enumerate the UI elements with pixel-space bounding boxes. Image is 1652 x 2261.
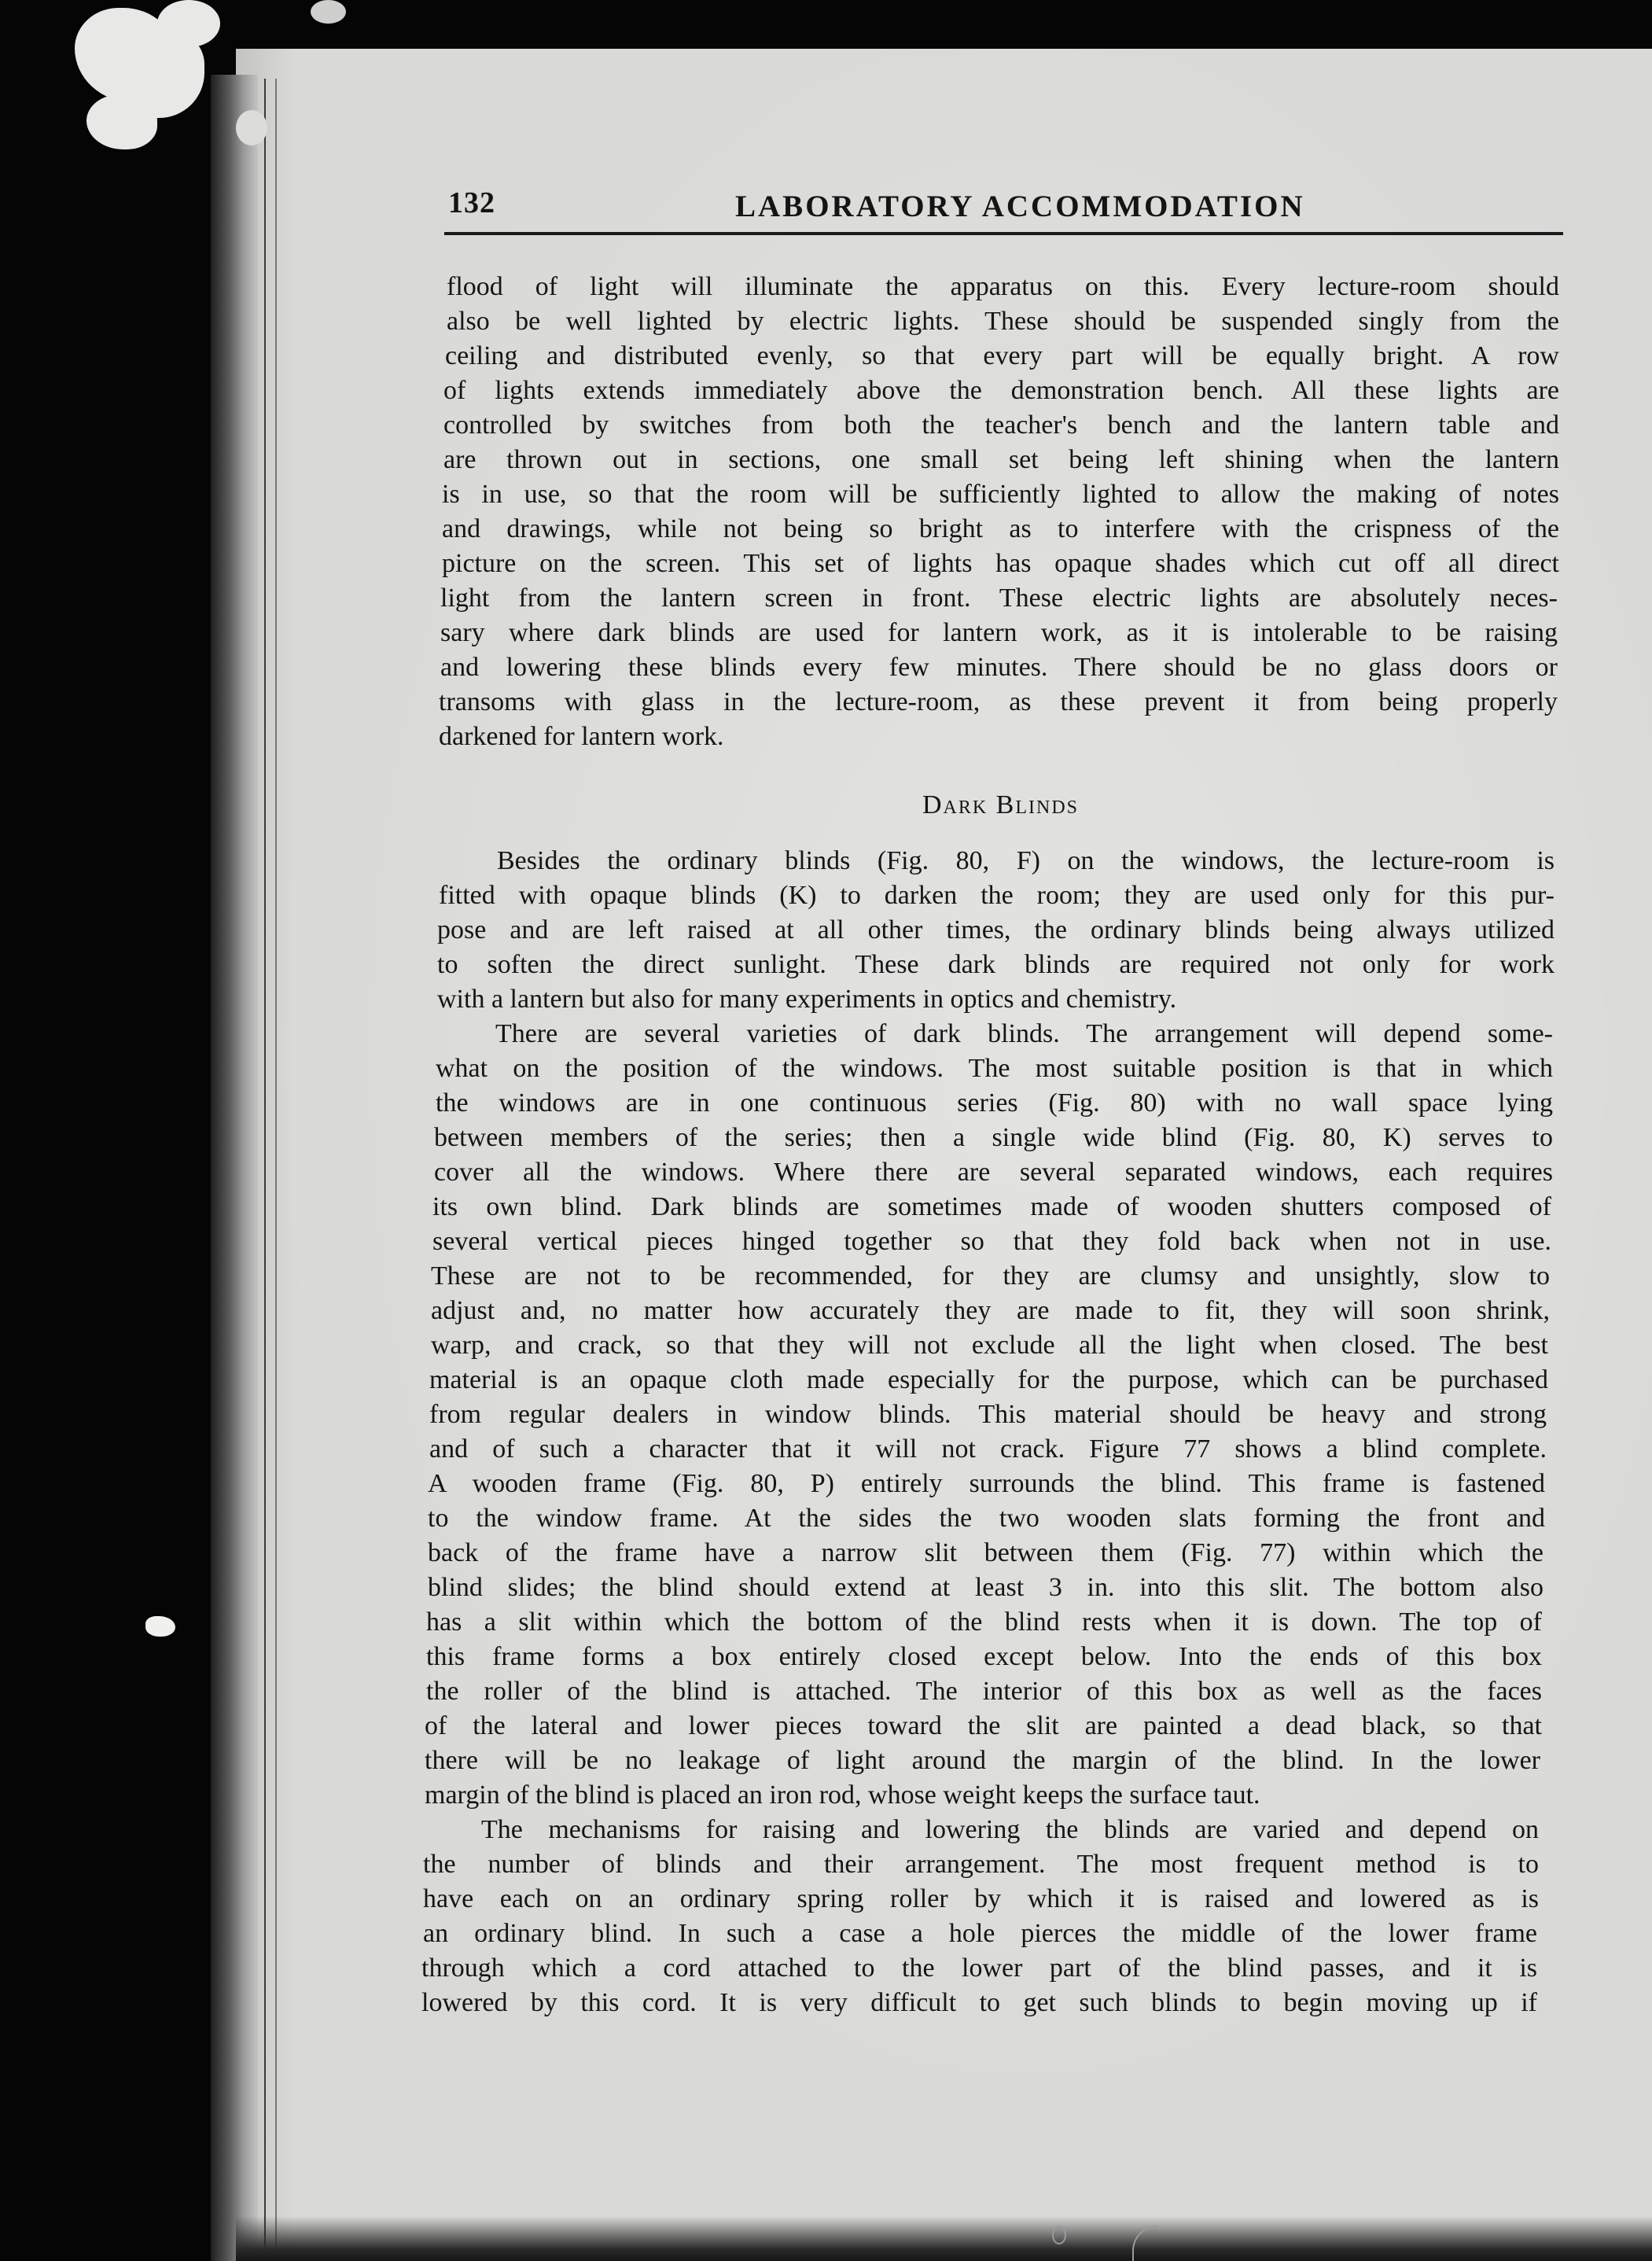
text-line: the roller of the blind is attached. The interior of this box as well as the faces (426, 1677, 1542, 1706)
text-line: These are not to be recommended, for they are clumsy and unsightly, slow to (431, 1261, 1550, 1291)
text-line: this frame forms a box entirely closed except below. Into the ends of this box (426, 1642, 1542, 1671)
text-line: with a lantern but also for many experiments in optics and chemistry. (437, 985, 1177, 1014)
text-line: through which a cord attached to the lower part of the blind passes, and it is (421, 1954, 1537, 1983)
text-line: and drawings, while not being so bright as to interfere with the crispness of the (442, 514, 1559, 543)
text-line: fitted with opaque blinds (K) to darken the room; they are used only for this pur- (439, 881, 1554, 910)
text-line: Besides the ordinary blinds (Fig. 80, F) on the windows, the lecture-room is (497, 846, 1554, 875)
text-line: back of the frame have a narrow slit between them (Fig. 77) within which the (428, 1538, 1543, 1567)
text-line: of lights extends immediately above the demonstration bench. All these lights are (443, 376, 1559, 405)
scan-debris (157, 0, 220, 47)
text-line: sary where dark blinds are used for lantern work, as it is intolerable to be raising (440, 618, 1558, 647)
text-line: There are several varieties of dark blinds. The arrangement will depend some- (495, 1019, 1553, 1048)
scan-debris (311, 0, 346, 24)
text-line: ceiling and distributed evenly, so that every part will be equally bright. A row (445, 341, 1559, 370)
text-line: there will be no leakage of light around the margin of the blind. In the lower (425, 1746, 1540, 1775)
page-spine-shadow (211, 75, 258, 2261)
text-line: margin of the blind is placed an iron rod, whose weight keeps the surface taut. (425, 1780, 1260, 1810)
page-number: 132 (448, 186, 495, 219)
text-line: between members of the series; then a single wide blind (Fig. 80, K) serves to (434, 1123, 1553, 1152)
text-line: to the window frame. At the sides the two wooden slats forming the front and (428, 1504, 1545, 1533)
page-edge-line (275, 79, 277, 2249)
text-line: blind slides; the blind should extend at least 3 in. into this slit. The bottom also (428, 1573, 1543, 1602)
text-line: pose and are left raised at all other times, the ordinary blinds being always utilized (437, 915, 1554, 945)
scan-artifact (1052, 2226, 1066, 2244)
text-line: an ordinary blind. In such a case a hole pierces the middle of the lower frame (423, 1919, 1537, 1948)
text-line: also be well lighted by electric lights. These should be suspended singly from the (447, 307, 1559, 336)
scan-debris (236, 110, 267, 145)
text-line: and lowering these blinds every few minutes. There should be no glass doors or (440, 653, 1558, 682)
page-edge-line (264, 79, 266, 2249)
text-line: material is an opaque cloth made especially for the purpose, which can be purchased (429, 1365, 1548, 1394)
text-line: what on the position of the windows. The most suitable position is that in which (436, 1054, 1553, 1083)
text-line: several vertical pieces hinged together so that they fold back when not in use. (432, 1227, 1551, 1256)
scan-debris (145, 1616, 175, 1637)
text-line: light from the lantern screen in front. These electric lights are absolutely neces- (440, 584, 1558, 613)
text-line: adjust and, no matter how accurately they are made to fit, they will soon shrink, (431, 1296, 1550, 1325)
text-line: from regular dealers in window blinds. This material should be heavy and strong (429, 1400, 1547, 1429)
text-line: cover all the windows. Where there are several separated windows, each requires (434, 1158, 1553, 1187)
text-line: is in use, so that the room will be sufficiently lighted to allow the making of notes (442, 480, 1559, 509)
text-line: The mechanisms for raising and lowering the blinds are varied and depend on (481, 1815, 1539, 1844)
text-line: and of such a character that it will not crack. Figure 77 shows a blind complete. (429, 1434, 1547, 1464)
text-line: picture on the screen. This set of lights has opaque shades which cut off all direct (442, 549, 1559, 578)
text-line: has a slit within which the bottom of the blind rests when it is down. The top of (426, 1607, 1542, 1637)
text-line: flood of light will illuminate the apparatus on this. Every lecture-room should (447, 272, 1559, 301)
text-line: lowered by this cord. It is very difficult to get such blinds to begin moving up if (421, 1988, 1537, 2017)
text-line: controlled by switches from both the teacher's bench and the lantern table and (443, 411, 1559, 440)
text-line: are thrown out in sections, one small set being left shining when the lantern (443, 445, 1559, 474)
running-title: LABORATORY ACCOMMODATION (735, 190, 1305, 223)
text-line: have each on an ordinary spring roller by which it is raised and lowered as is (423, 1884, 1539, 1913)
text-line: the number of blinds and their arrangement. The most frequent method is to (423, 1850, 1539, 1879)
text-line: to soften the direct sunlight. These dark blinds are required not only for work (437, 950, 1554, 979)
text-line: the windows are in one continuous series (Fig. 80) with no wall space lying (436, 1088, 1553, 1118)
text-line: its own blind. Dark blinds are sometimes made of wooden shutters composed of (432, 1192, 1551, 1221)
page-header (436, 182, 1565, 230)
text-line: transoms with glass in the lecture-room, as these prevent it from being properly (439, 687, 1558, 716)
text-line: of the lateral and lower pieces toward the slit are painted a dead black, so that (425, 1711, 1542, 1740)
section-heading: Dark Blinds (922, 790, 1080, 819)
page-bottom-shadow (236, 2216, 1652, 2261)
text-line: darkened for lantern work. (439, 722, 724, 751)
header-rule (444, 232, 1563, 235)
scan-debris (86, 94, 157, 149)
text-line: warp, and crack, so that they will not exclude all the light when closed. The best (431, 1331, 1548, 1360)
text-line: A wooden frame (Fig. 80, P) entirely surrounds the blind. This frame is fastened (428, 1469, 1545, 1498)
